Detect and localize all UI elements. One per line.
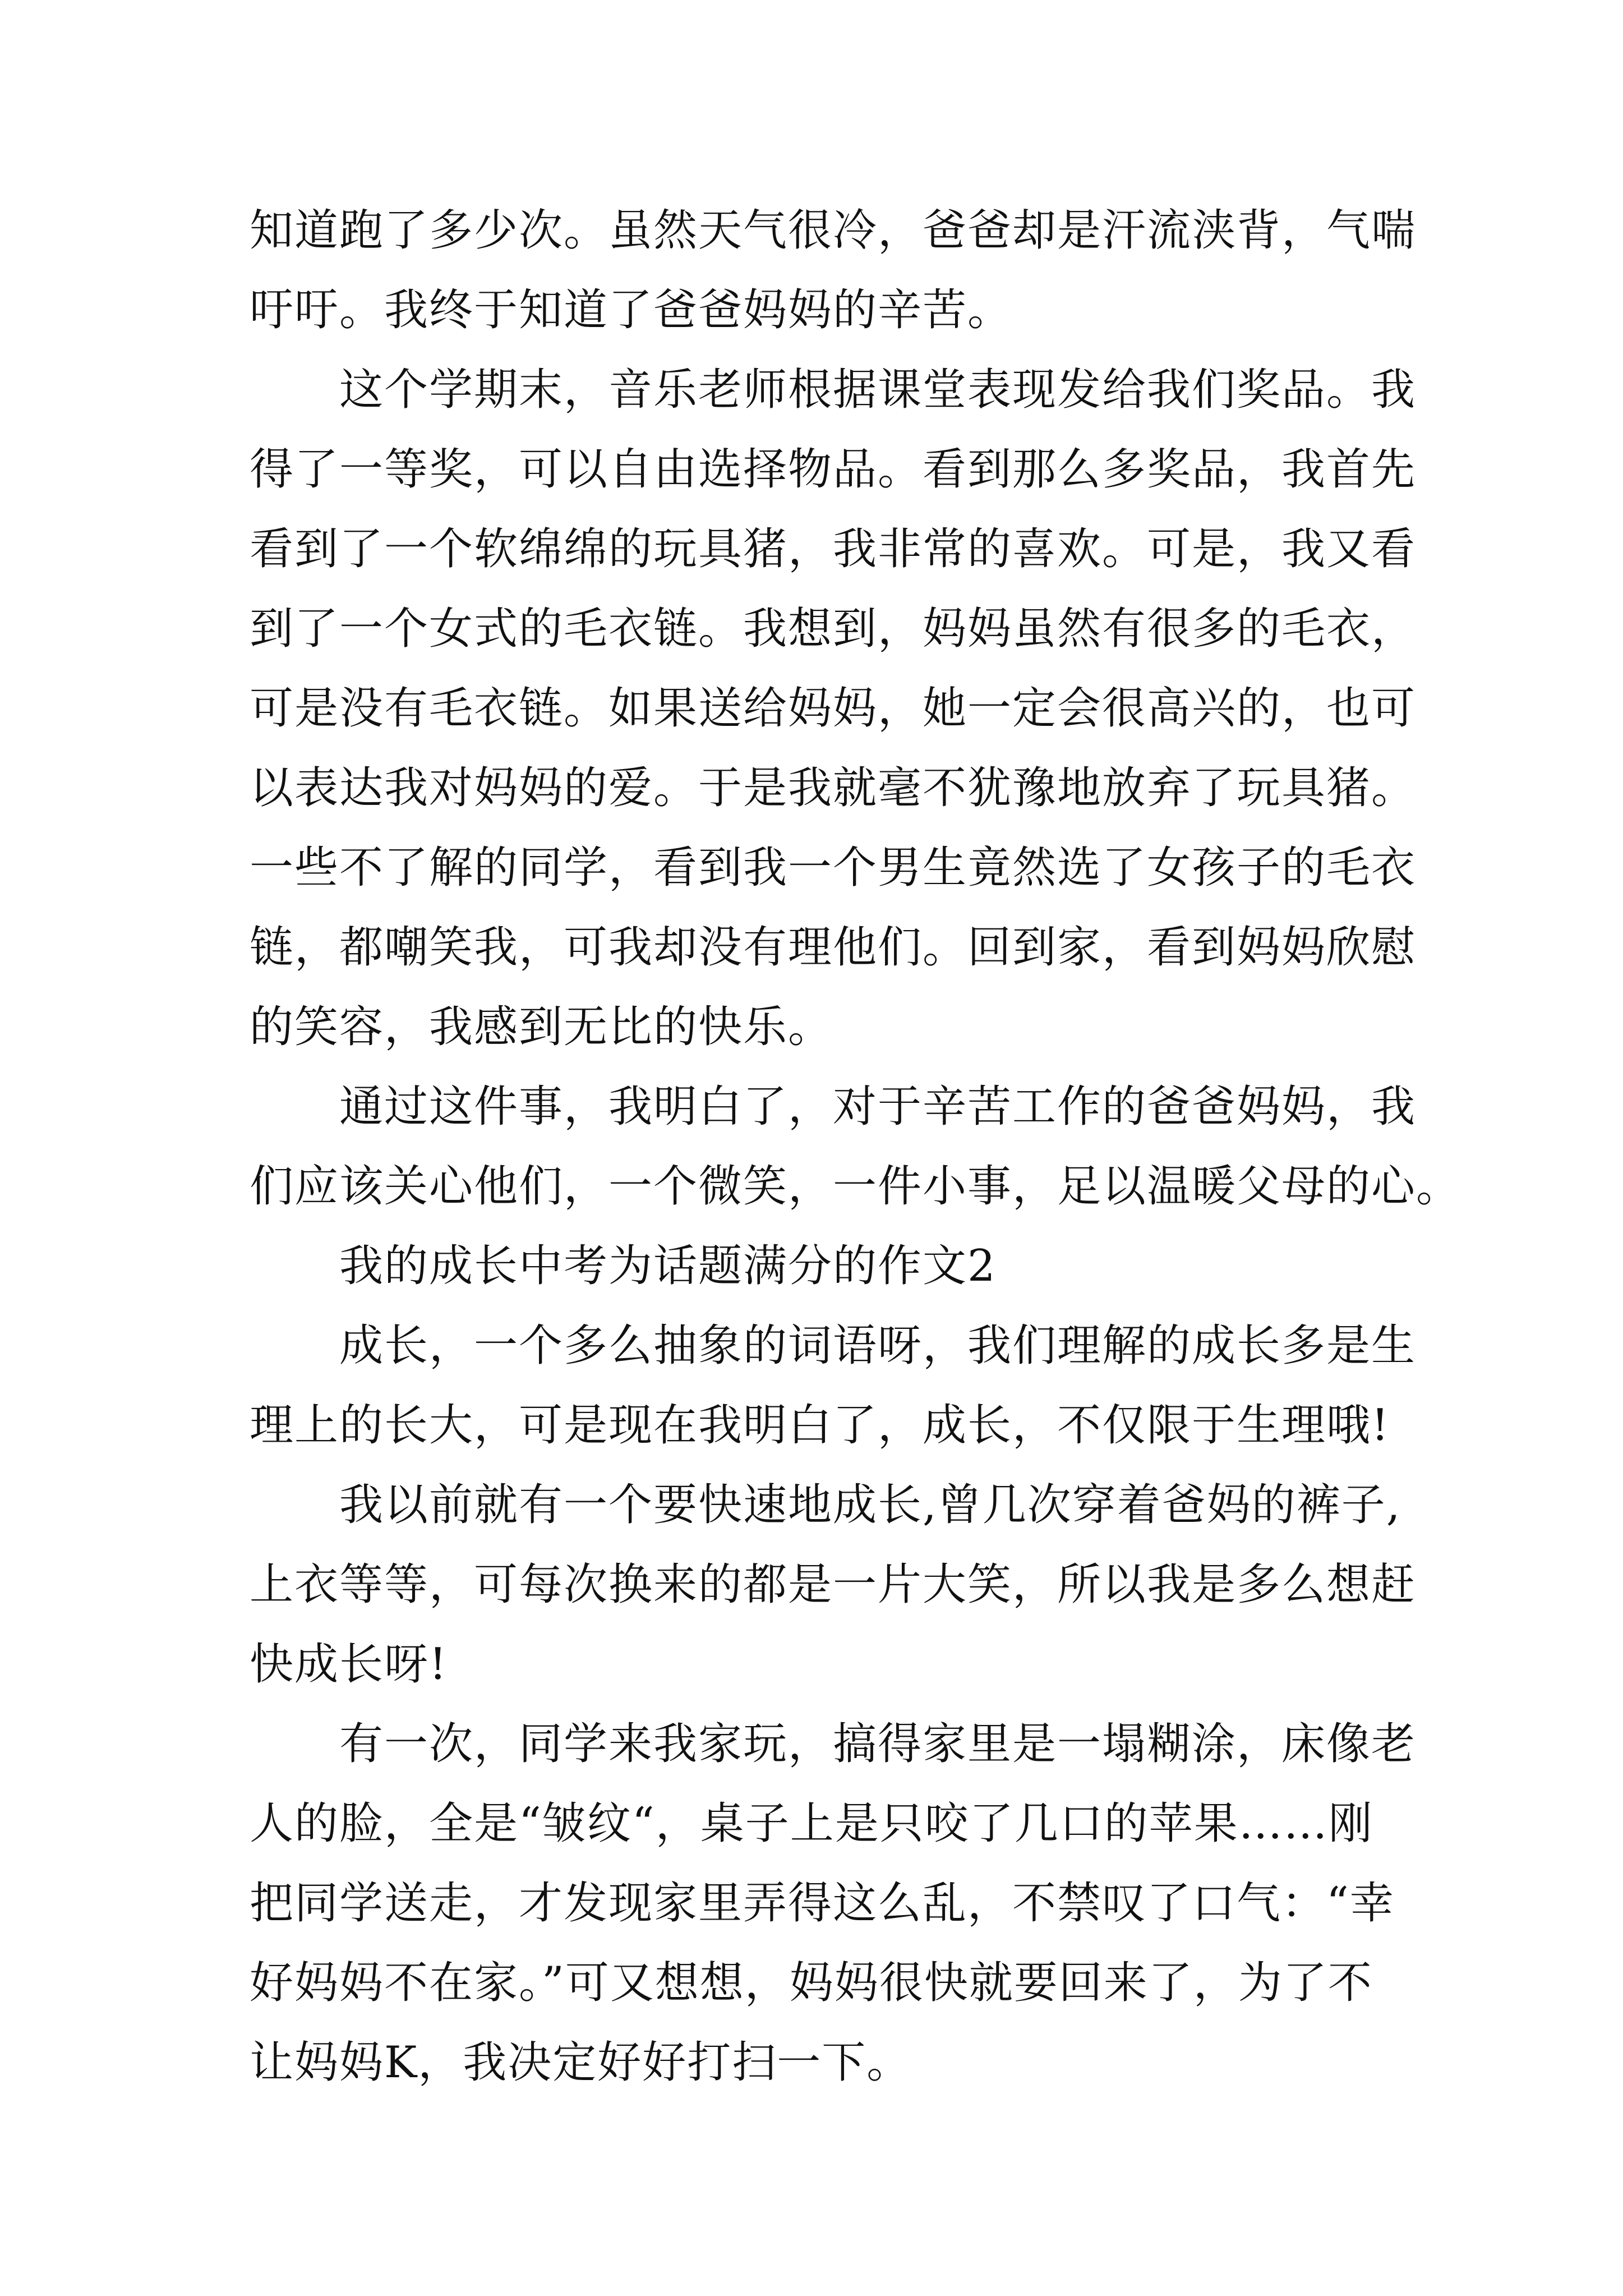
document-body <box>250 191 1461 2102</box>
text-line-9: 一些不了解的同学，看到我一个男生竟然选了女孩子的毛衣 <box>250 843 1417 893</box>
text-line-18: 上衣等等，可每次换来的都是一片大笑，所以我是多么想赶 <box>250 1559 1417 1610</box>
text-line-6: 到了一个女式的毛衣链。我想到，妈妈虽然有很多的毛衣， <box>250 604 1417 654</box>
text-line-7: 可是没有毛衣链。如果送给妈妈，她一定会很高兴的，也可 <box>250 683 1417 734</box>
text-line-4: 得了一等奖，可以自由选择物品。看到那么多奖品，我首先 <box>250 444 1417 495</box>
text-line-8: 以表达我对妈妈的爱。于是我就毫不犹豫地放弃了玩具猪。 <box>250 763 1417 813</box>
text-line-24: 让妈妈K，我决定好好打扫一下。 <box>250 2037 912 2088</box>
text-line-10: 链，都嘲笑我，可我却没有理他们。回到家，看到妈妈欣慰 <box>250 922 1417 973</box>
text-line-16: 理上的长大，可是现在我明白了，成长，不仅限于生理哦! <box>250 1400 1390 1451</box>
text-line-5: 看到了一个软绵绵的玩具猪，我非常的喜欢。可是，我又看 <box>250 524 1417 574</box>
text-line-15: 成长，一个多么抽象的词语呀，我们理解的成长多是生 <box>339 1320 1417 1371</box>
text-line-17: 我以前就有一个要快速地成长,曾几次穿着爸妈的裤子, <box>339 1480 1401 1530</box>
text-line-2: 吁吁。我终于知道了爸爸妈妈的辛苦。 <box>250 285 1013 335</box>
text-line-1: 知道跑了多少次。虽然天气很冷，爸爸却是汗流浃背，气喘 <box>250 205 1417 256</box>
text-line-19: 快成长呀! <box>250 1639 448 1690</box>
text-line-23: 好妈妈不在家。”可又想想，妈妈很快就要回来了，为了不 <box>250 1958 1373 2008</box>
text-line-13: 们应该关心他们，一个微笑，一件小事，足以温暖父母的心。 <box>250 1161 1461 1212</box>
text-line-11: 的笑容，我感到无比的快乐。 <box>250 1002 833 1052</box>
section-title: 我的成长中考为话题满分的作文2 <box>339 1241 997 1291</box>
text-line-20: 有一次，同学来我家玩，搞得家里是一塌糊涂，床像老 <box>339 1719 1417 1769</box>
text-line-3: 这个学期末，音乐老师根据课堂表现发给我们奖品。我 <box>339 365 1417 415</box>
text-line-21: 人的脸，全是“皱纹“，桌子上是只咬了几口的苹果……刚 <box>250 1798 1373 1849</box>
text-line-12: 通过这件事，我明白了，对于辛苦工作的爸爸妈妈，我 <box>339 1082 1417 1132</box>
text-line-22: 把同学送走，才发现家里弄得这么乱，不禁叹了口气：“幸 <box>250 1878 1395 1929</box>
